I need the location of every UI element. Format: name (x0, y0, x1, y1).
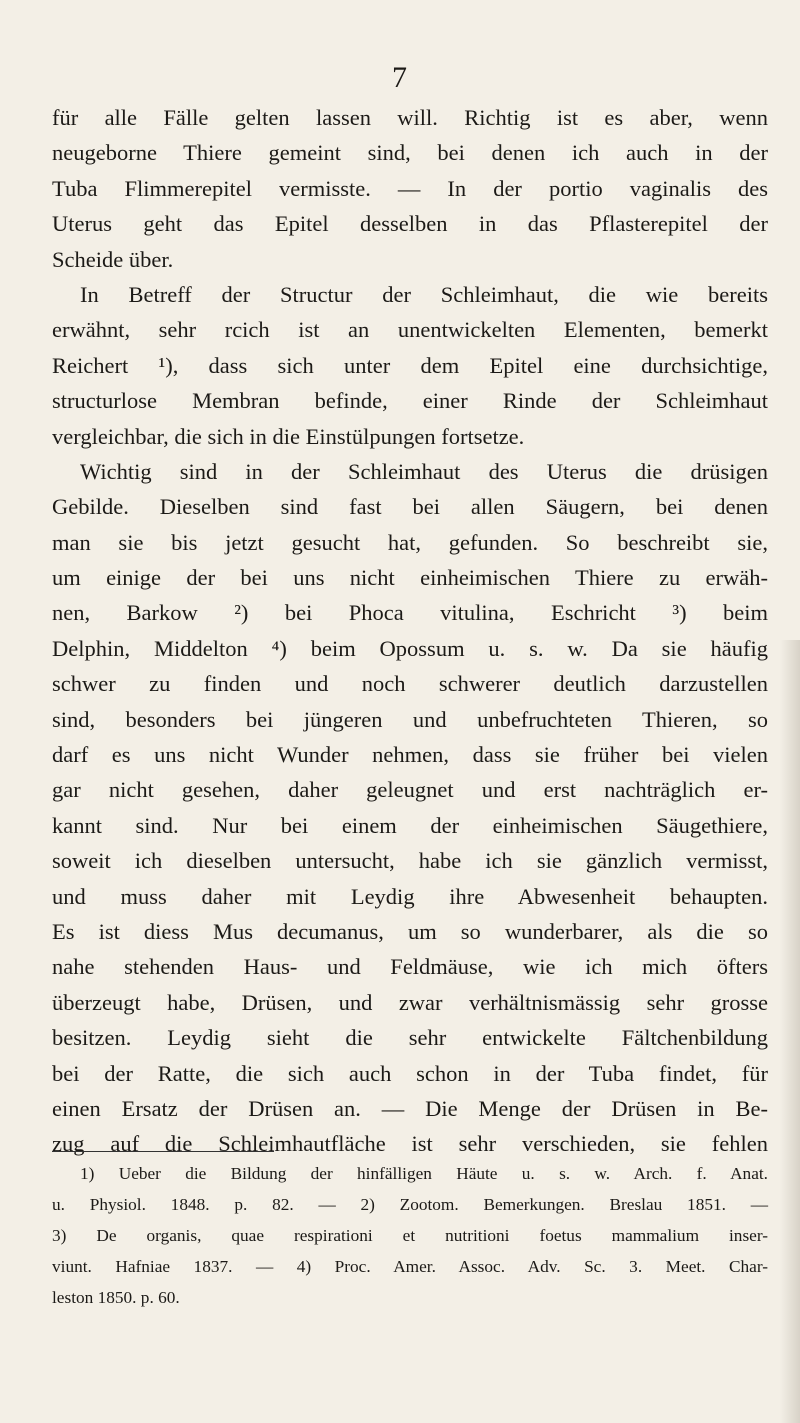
text-line: Scheide über. (52, 246, 174, 272)
text-line: sind, besonders bei jüngeren und unbefruchteten Thieren, so (52, 706, 768, 732)
text-line: und muss daher mit Leydig ihre Abwesenheit behaupten. (52, 883, 768, 909)
text-line: Delphin, Middelton ⁴) beim Opossum u. s. w. Da sie häufig (52, 635, 768, 661)
text-line: für alle Fälle gelten lassen will. Richtig ist es aber, wenn (52, 105, 768, 130)
text-line: soweit ich dieselben untersucht, habe ich sie gänzlich vermisst, (52, 848, 768, 874)
footnote-line: 3) De organis, quae respirationi et nutritioni foetus mammalium inser- (52, 1226, 768, 1245)
footnote-divider (52, 1151, 274, 1152)
text-line: einen Ersatz der Drüsen an. — Die Menge der Drüsen in Be- (52, 1095, 768, 1121)
text-line: Es ist diess Mus decumanus, um so wunderbarer, als die so (52, 918, 768, 944)
text-line: Uterus geht das Epitel desselben in das Pflasterepitel der (52, 211, 768, 237)
text-line: schwer zu finden und noch schwerer deutlich darzustellen (52, 671, 768, 697)
text-line: erwähnt, sehr rcich ist an unentwickelten Elementen, bemerkt (52, 317, 768, 343)
text-line: bei der Ratte, die sich auch schon in der Tuba findet, für (52, 1060, 768, 1086)
text-line: darf es uns nicht Wunder nehmen, dass sie früher bei vielen (52, 742, 768, 768)
page-edge-shadow (780, 640, 800, 1423)
footnote-line: leston 1850. p. 60. (52, 1288, 180, 1307)
text-line: besitzen. Leydig sieht die sehr entwickelte Fältchenbildung (52, 1025, 768, 1051)
text-line: zug auf die Schleimhautfläche ist sehr verschieden, sie fehlen (52, 1131, 768, 1157)
text-line: Wichtig sind in der Schleimhaut des Uterus die drüsigen (80, 458, 768, 484)
text-line: neugeborne Thiere gemeint sind, bei denen ich auch in der (52, 140, 768, 166)
text-line: Tuba Flimmerepitel vermisste. — In der portio vaginalis des (52, 175, 768, 201)
text-line: Gebilde. Dieselben sind fast bei allen Säugern, bei denen (52, 494, 768, 520)
text-line: nen, Barkow ²) bei Phoca vitulina, Eschricht ³) beim (52, 600, 768, 626)
text-line: überzeugt habe, Drüsen, und zwar verhältnismässig sehr grosse (52, 989, 768, 1015)
footnote-line: u. Physiol. 1848. p. 82. — 2) Zootom. Bemerkungen. Breslau 1851. — (52, 1195, 768, 1214)
body-text (52, 100, 768, 1162)
text-line: um einige der bei uns nicht einheimischen Thiere zu erwäh- (52, 565, 768, 591)
text-line: gar nicht gesehen, daher geleugnet und erst nachträglich er- (52, 777, 768, 803)
footnote-line: viunt. Hafniae 1837. — 4) Proc. Amer. Assoc. Adv. Sc. 3. Meet. Char- (52, 1257, 768, 1276)
footnotes (52, 1158, 768, 1313)
text-line: man sie bis jetzt gesucht hat, gefunden. So beschreibt sie, (52, 529, 768, 555)
text-line: Reichert ¹), dass sich unter dem Epitel eine durchsichtige, (52, 352, 768, 378)
text-line: In Betreff der Structur der Schleimhaut, die wie bereits (80, 281, 768, 307)
page-number: 7 (392, 61, 407, 94)
text-line: nahe stehenden Haus- und Feldmäuse, wie ich mich öfters (52, 954, 768, 980)
text-line: vergleichbar, die sich in die Einstülpungen fortsetze. (52, 423, 525, 449)
text-line: structurlose Membran befinde, einer Rinde der Schleimhaut (52, 388, 768, 414)
text-line: kannt sind. Nur bei einem der einheimischen Säugethiere, (52, 812, 768, 838)
footnote-line: 1) Ueber die Bildung der hinfälligen Häute u. s. w. Arch. f. Anat. (80, 1164, 768, 1183)
